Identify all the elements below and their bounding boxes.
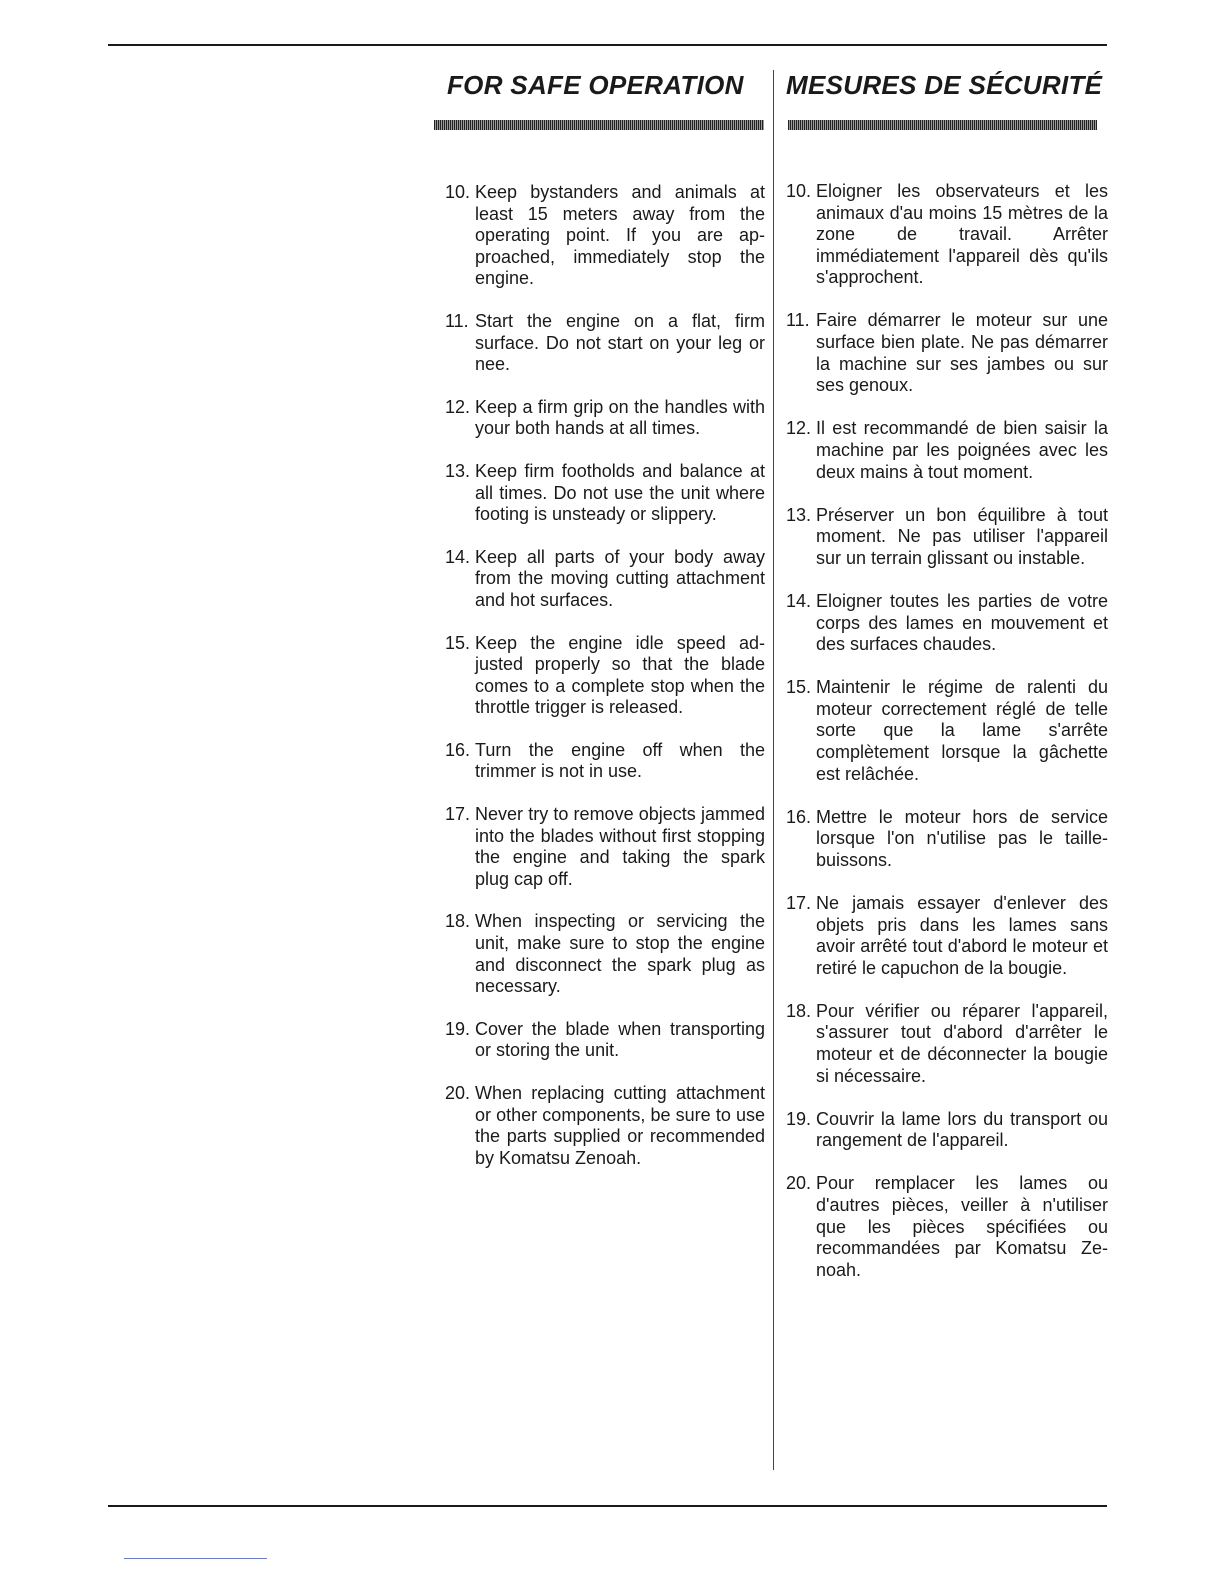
item-text: Pour vérifier ou réparer l'appareil, s'assurer tout d'abord d'arrêter le moteur et de déconnecter la bougie si nécessaire. xyxy=(816,1000,1108,1086)
item-number: 20. xyxy=(445,1083,471,1103)
list-item xyxy=(445,740,765,783)
item-text: Keep a firm grip on the handles with your both hands at all times. xyxy=(475,396,765,439)
english-safety-list xyxy=(445,182,765,1190)
item-number: 10. xyxy=(445,182,471,202)
item-text: Never try to remove objects jammed into the blades without first stopping the engine and taking the spark plug cap off. xyxy=(475,804,765,889)
item-number: 20. xyxy=(786,1173,812,1194)
french-title-hatch-bar xyxy=(788,120,1097,130)
item-text: Eloigner les observateurs et les animaux d'au moins 15 mètres de la zone de travail. Arrêter immédiatement l'appareil dès qu'ils s'approchent. xyxy=(816,181,1108,288)
list-item xyxy=(445,1083,765,1169)
item-text: Faire démarrer le moteur sur une surface bien plate. Ne pas démarrer la machine sur ses jambes ou sur ses genoux. xyxy=(816,310,1108,396)
item-text: Maintenir le régime de ralenti du moteur correctement réglé de telle sorte que la lame s'arrête complètement lorsque la gâchette est relâchée. xyxy=(816,677,1108,784)
item-text: Turn the engine off when the trimmer is not in use. xyxy=(475,739,765,782)
item-text: Il est recommandé de bien saisir la machine par les poignées avec les deux mains à tout moment. xyxy=(816,418,1108,482)
item-text: Keep all parts of your body away from the moving cutting attachment and hot surfaces. xyxy=(475,546,765,610)
item-text: Ne jamais essayer d'enlever des objets pris dans les lames sans avoir arrêté tout d'abord le moteur et retiré le capuchon de la bougie. xyxy=(816,892,1108,978)
item-text: Pour remplacer les lames ou d'autres pièces, veiller à n'utiliser que les pièces spécifiées ou recommandées par Komatsu Zenoah. xyxy=(816,1173,1108,1280)
list-item xyxy=(445,911,765,997)
item-number: 12. xyxy=(445,396,471,417)
item-text: Mettre le moteur hors de service lorsque l'on n'utilise pas le taille-buissons. xyxy=(816,806,1108,870)
list-item xyxy=(786,505,1108,570)
item-number: 14. xyxy=(445,546,471,567)
list-item xyxy=(786,1109,1108,1152)
item-number: 13. xyxy=(786,504,812,525)
english-title-hatch-bar xyxy=(434,120,764,130)
item-number: 15. xyxy=(786,677,812,698)
list-item xyxy=(445,1019,765,1062)
item-number: 11. xyxy=(445,310,469,331)
bottom-rule xyxy=(108,1505,1107,1507)
list-item xyxy=(445,804,765,890)
item-text: Cover the blade when transporting or storing the unit. xyxy=(475,1018,765,1061)
list-item xyxy=(786,591,1108,656)
list-item xyxy=(786,1173,1108,1281)
list-item xyxy=(445,461,765,526)
item-number: 15. xyxy=(445,632,471,653)
list-item xyxy=(786,893,1108,979)
item-number: 13. xyxy=(445,460,471,481)
item-number: 16. xyxy=(445,739,471,760)
item-text: Start the engine on a flat, firm surface. Do not start on your leg or nee. xyxy=(475,310,765,375)
list-item xyxy=(445,397,765,440)
list-item xyxy=(445,311,765,376)
list-item xyxy=(445,547,765,612)
item-number: 18. xyxy=(445,911,471,932)
item-number: 19. xyxy=(786,1108,812,1129)
item-number: 12. xyxy=(786,418,812,439)
list-item xyxy=(786,181,1108,289)
list-item xyxy=(786,807,1108,872)
item-number: 17. xyxy=(786,892,812,913)
item-text: Couvrir la lame lors du transport ou rangement de l'appareil. xyxy=(816,1108,1108,1151)
item-text: Eloigner toutes les parties de votre corps des lames en mouvement et des surfaces chaudes. xyxy=(816,590,1108,655)
english-title: FOR SAFE OPERATION xyxy=(447,70,744,100)
item-text: Keep firm footholds and balance at all times. Do not use the unit where footing is unsteady or slippery. xyxy=(475,460,765,525)
list-item xyxy=(786,310,1108,396)
list-item xyxy=(786,1001,1108,1087)
item-number: 18. xyxy=(786,1000,812,1021)
item-text: When replacing cutting attachment or other components, be sure to use the parts supplied or recommended by Komatsu Zenoah. xyxy=(475,1083,765,1168)
item-text: Keep bystanders and animals at least 15 meters away from the operating point. If you are approached, immediately stop the engine. xyxy=(475,182,765,289)
list-item xyxy=(786,677,1108,785)
french-title: MESURES DE SÉCURITÉ xyxy=(786,70,1103,100)
item-number: 19. xyxy=(445,1018,471,1039)
footer-link-underline xyxy=(124,1558,267,1559)
top-rule xyxy=(108,44,1107,46)
item-number: 10. xyxy=(786,181,812,201)
french-safety-list xyxy=(786,181,1108,1303)
column-divider xyxy=(773,70,774,1470)
list-item xyxy=(786,418,1108,483)
item-number: 17. xyxy=(445,804,471,825)
item-number: 14. xyxy=(786,590,812,611)
item-text: Keep the engine idle speed adjusted properly so that the blade comes to a complete stop when the throttle trigger is released. xyxy=(475,632,765,718)
item-number: 16. xyxy=(786,806,812,827)
list-item xyxy=(445,633,765,719)
item-text: Préserver un bon équilibre à tout moment. Ne pas utiliser l'appareil sur un terrain glissant ou instable. xyxy=(816,504,1108,568)
list-item xyxy=(445,182,765,290)
item-number: 11. xyxy=(786,310,810,331)
item-text: When inspecting or servicing the unit, make sure to stop the engine and disconnect the spark plug as necessary. xyxy=(475,911,765,997)
